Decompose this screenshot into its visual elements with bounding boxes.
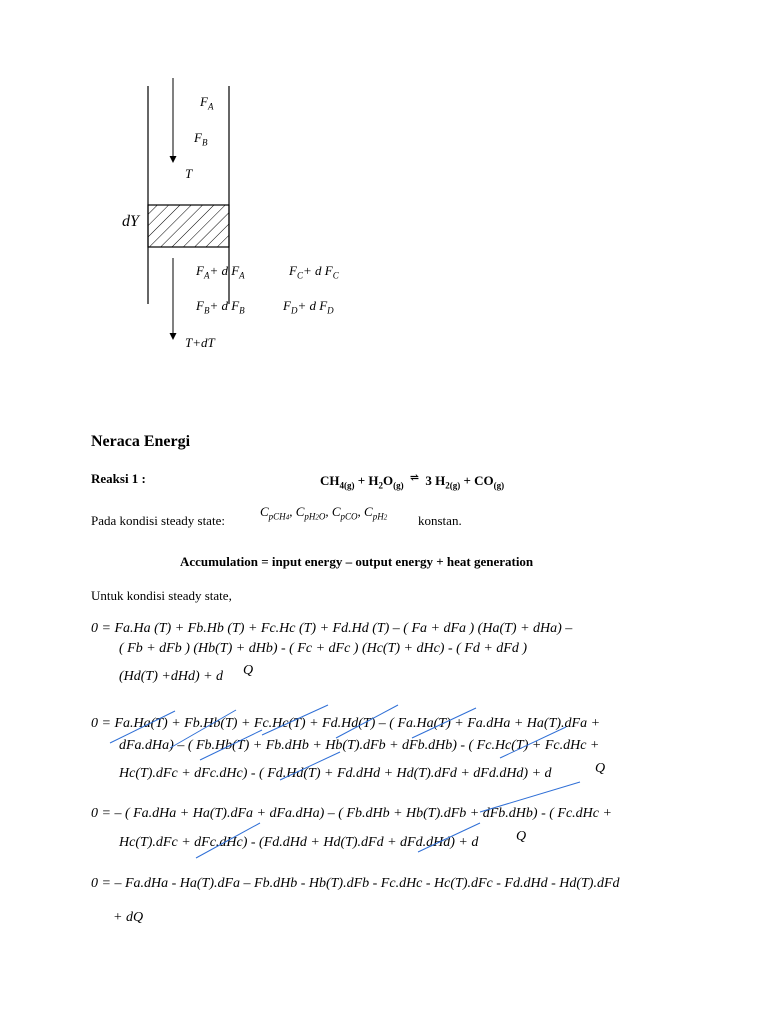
reaction-3h: 3 H xyxy=(425,473,446,488)
accumulation-text: Accumulation = input energy – output energy + heat generation xyxy=(180,554,534,569)
cp-term-ch-4: 4 xyxy=(285,513,290,522)
reaction-plus-h: + H xyxy=(354,473,379,488)
reaction-ch: CH xyxy=(320,473,340,488)
label-fa-sub: A xyxy=(207,101,214,112)
cp-term-co: pCO xyxy=(340,511,358,522)
eq3-line2: Hc(T).dFc + dFc.dHc) - (Fd.dHd + Hd(T).dFd + dFd.dHd) + d xyxy=(119,835,479,850)
cp-term-h: pH xyxy=(304,511,316,522)
eq2-line2: dFa.dHa) – ( Fb.Hb(T) + Fb.dHb + Hb(T).dFb + dFb.dHb) - ( Fc.Hc(T) + Fc.dHc + xyxy=(119,738,600,753)
eq2-line3: Hc(T).dFc + dFc.dHc) - ( Fd.Hd(T) + Fd.dHd + Hd(T).dFd + dFd.dHd) + d xyxy=(119,766,552,781)
strike-mark xyxy=(110,711,175,743)
strike-mark xyxy=(280,752,340,780)
label-out2-b: F xyxy=(196,298,204,313)
strike-mark xyxy=(412,708,476,738)
label-out1-plus: + d F xyxy=(209,263,240,278)
label-out1-a: F xyxy=(196,263,204,278)
label-t: T xyxy=(185,166,193,181)
cp-term-o: O xyxy=(318,511,326,522)
eq1-line3: (Hd(T) +dHd) + d xyxy=(119,669,224,684)
reaction-o: O xyxy=(383,473,394,488)
konstan-text: konstan. xyxy=(418,513,462,528)
strike-mark xyxy=(500,727,566,758)
label-out2-plus-sub: B xyxy=(239,305,245,316)
label-out1-plus-sub: A xyxy=(239,270,245,281)
reaction-h-sub: 2 xyxy=(378,480,384,491)
label-out1-a-sub: A xyxy=(203,270,210,281)
label-fa-main: F xyxy=(200,94,208,109)
label-out1-c-plus: + d F xyxy=(302,263,333,278)
cp-term-c3: , C xyxy=(325,504,341,519)
eq4-line1: 0 = – Fa.dHa - Ha(T).dFa – Fb.dHb - Hb(T).dFb - Fc.dHc - Hc(T).dFc - Fd.dHd - Hd(T).dFd xyxy=(91,876,620,891)
label-out1-c-plus-sub: C xyxy=(332,270,339,281)
cp-term-c1: C xyxy=(260,504,269,519)
reaction-o-sub: (g) xyxy=(393,480,404,491)
untuk-text: Untuk kondisi steady state, xyxy=(91,588,232,603)
strike-mark xyxy=(418,823,480,852)
eq2-qdot: Q xyxy=(595,761,606,776)
reaction-co-sub: (g) xyxy=(493,480,505,491)
eq3-line1: 0 = – ( Fa.dHa + Ha(T).dFa + dFa.dHa) – ( Fb.dHb + Hb(T).dFb + dFb.dHb) - ( Fc.dHc + xyxy=(91,806,612,821)
label-out2-d-plus: + d F xyxy=(297,298,328,313)
label-out1-c-sub: C xyxy=(296,270,303,281)
cp-term-h-2: 2 xyxy=(315,513,319,522)
steady-state-text: Pada kondisi steady state: xyxy=(91,513,225,528)
eq1-line2: ( Fb + dFb ) (Hb(T) + dHb) - ( Fc + dFc ) (Hc(T) + dHc) - ( Fd + dFd ) xyxy=(119,641,528,656)
strike-mark xyxy=(200,730,262,760)
label-out2-d-sub: D xyxy=(290,305,298,316)
eq2-line1: 0 = Fa.Ha(T) + Fb.Hb(T) + Fc.Hc(T) + Fd.Hd(T) – ( Fa.Ha(T) + Fa.dHa + Ha(T).dFa + xyxy=(91,716,601,731)
strike-mark xyxy=(262,705,328,735)
reaction-3h-sub: 2(g) xyxy=(445,480,461,491)
label-out2-b-sub: B xyxy=(203,305,210,316)
cp-term-ch: pCH xyxy=(268,511,286,522)
strike-mark xyxy=(170,710,236,748)
label-out2-d: F xyxy=(283,298,291,313)
strike-mark xyxy=(336,705,398,738)
reaction-label: Reaksi 1 : xyxy=(91,471,146,486)
label-fb-main: F xyxy=(194,130,202,145)
cp-term-h2-2: 2 xyxy=(383,513,388,522)
eq1-qdot: Q xyxy=(243,663,254,678)
label-out2-plus: + d F xyxy=(209,298,240,313)
eq1-line1: 0 = Fa.Ha (T) + Fb.Hb (T) + Fc.Hc (T) + Fd.Hd (T) – ( Fa + dFa ) (Ha(T) + dHa) – xyxy=(91,621,573,636)
cp-term-h2: pH xyxy=(372,511,384,522)
eq3-qdot: Q xyxy=(516,829,527,844)
label-dy: dY xyxy=(122,213,139,230)
equilibrium-arrow-icon: ⇌ xyxy=(409,472,420,484)
strike-mark xyxy=(480,782,580,812)
label-fb-sub: B xyxy=(201,137,208,148)
reaction-plus-co: + CO xyxy=(460,473,494,488)
cp-term-c2: , C xyxy=(289,504,305,519)
label-out1-c: F xyxy=(289,263,297,278)
label-t-dt: T+dT xyxy=(185,335,215,350)
label-out2-d-plus-sub: D xyxy=(327,305,334,316)
eq4-line2: + dQ xyxy=(113,910,144,925)
strike-mark xyxy=(196,823,260,858)
cp-term-c4: , C xyxy=(357,504,373,519)
section-title: Neraca Energi xyxy=(91,433,191,450)
reaction-ch-sub: 4(g) xyxy=(339,480,355,491)
